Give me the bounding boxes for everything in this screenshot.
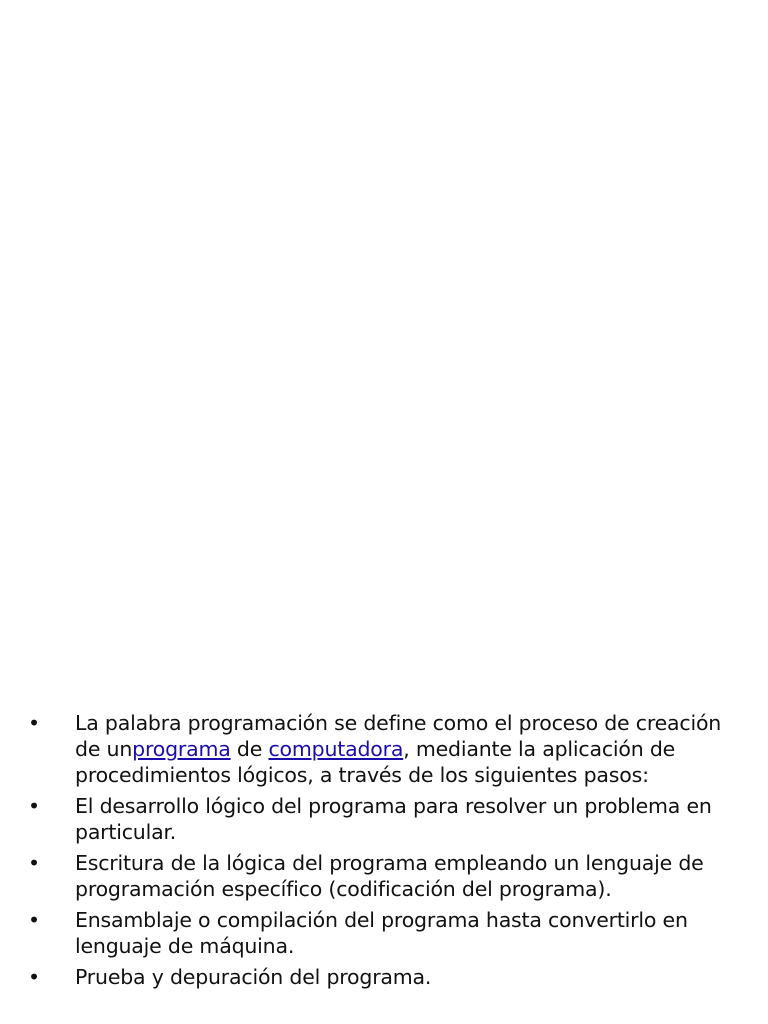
bullet-icon: • [28, 908, 40, 932]
item-text: Ensamblaje o compilación del programa hasta convertirlo en lenguaje de máquina. [75, 908, 688, 958]
list-item [28, 710, 738, 788]
item-text: de [230, 737, 269, 761]
item-text: La palabra programación se define como el proceso de creación de un [75, 711, 722, 761]
computadora-link[interactable]: computadora [268, 737, 404, 761]
bullet-list [28, 710, 738, 995]
bullet-icon: • [28, 794, 40, 818]
item-text: , mediante la aplicación de procedimientos lógicos, a través de los siguientes pasos: [75, 737, 676, 787]
item-text: Escritura de la lógica del programa empleando un lenguaje de programación específico (codificación del programa). [75, 851, 704, 901]
programa-link[interactable]: programa [132, 737, 231, 761]
list-item [28, 964, 738, 990]
item-text: Prueba y depuración del programa. [75, 965, 432, 989]
bullet-icon: • [28, 851, 40, 875]
list-item [28, 850, 738, 902]
bullet-icon: • [28, 711, 40, 735]
list-item [28, 907, 738, 959]
item-text: El desarrollo lógico del programa para resolver un problema en particular. [75, 794, 712, 844]
bullet-icon: • [28, 965, 40, 989]
list-item [28, 793, 738, 845]
